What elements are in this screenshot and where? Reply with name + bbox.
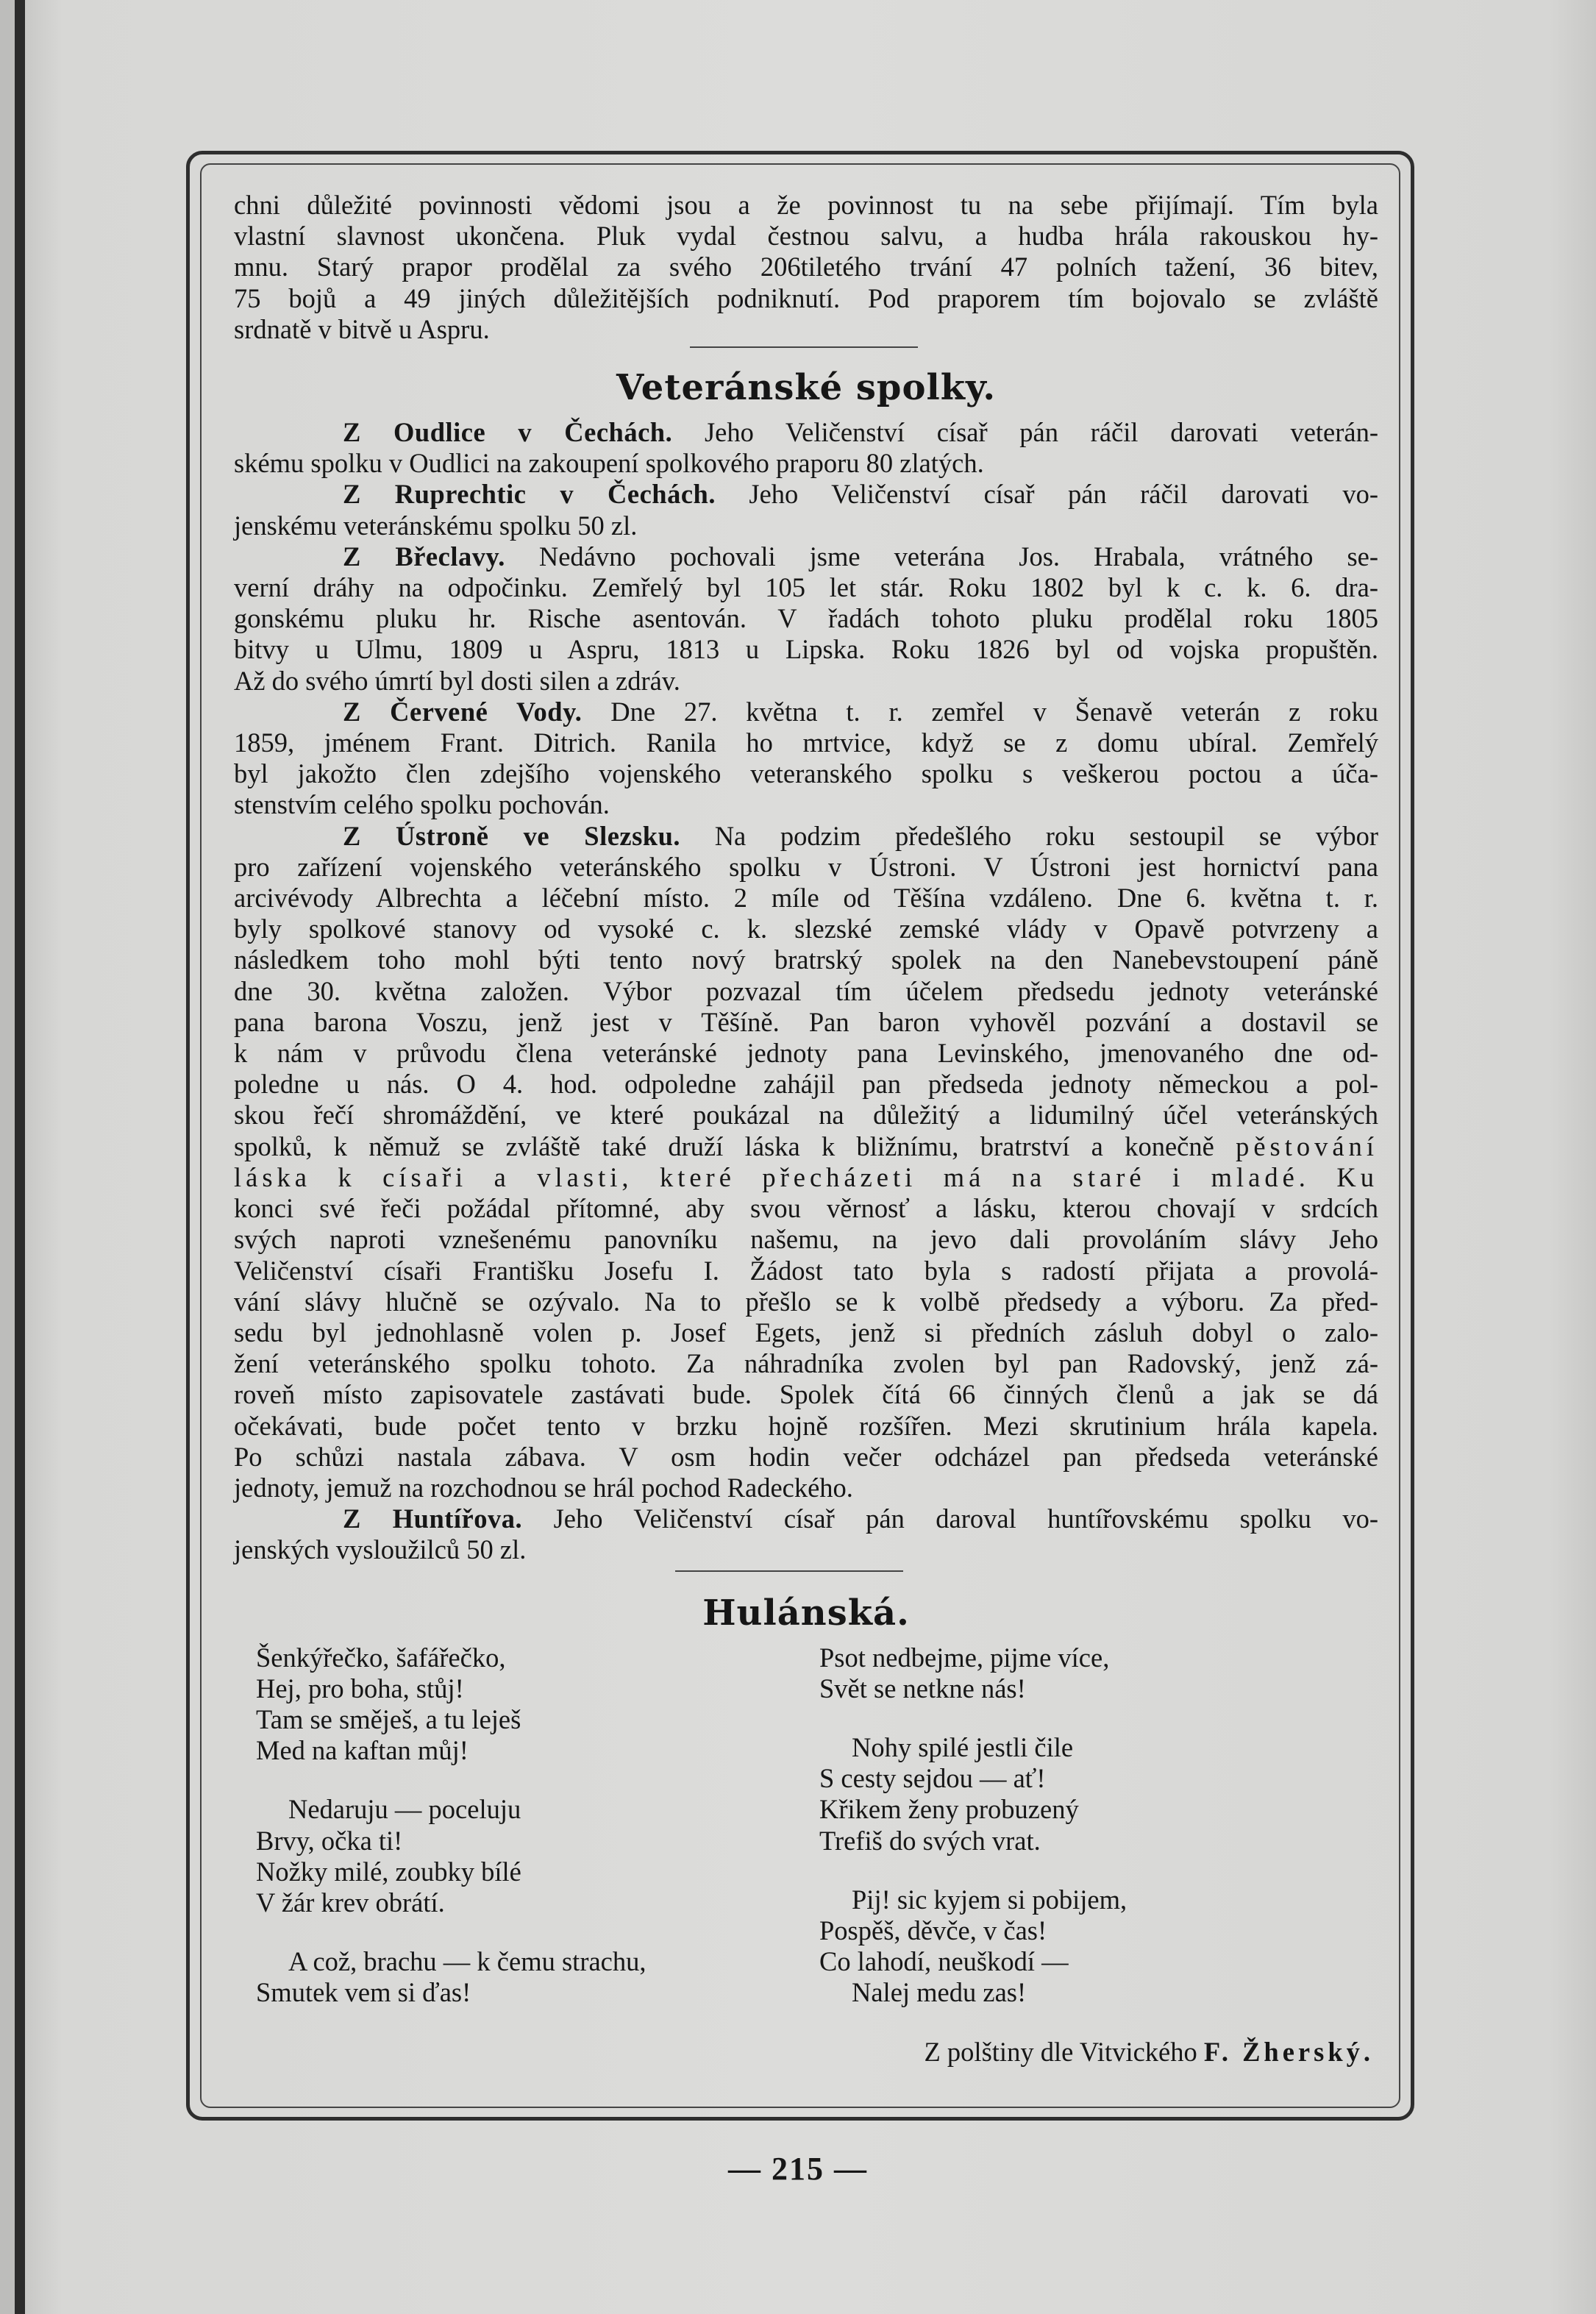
news-item-text: Na podzim předešlého roku sestoupil se výbor (714, 820, 1379, 851)
text-line: 75 bojů a 49 jiných důležitějších podniknutí. Pod praporem tím bojovalo se zvláště (234, 282, 1378, 313)
text-line: stenstvím celého spolku pochován. (234, 789, 610, 820)
author-name: F. Žherský. (1203, 2036, 1374, 2067)
poem-line: Tam se směješ, a tu leješ (256, 1704, 521, 1734)
page-number: — 215 — (728, 2151, 868, 2187)
poem-line: A což, brachu — k čemu strachu, (288, 1946, 646, 1977)
section-divider (675, 1570, 903, 1572)
news-item-heading: Z Břeclavy. (343, 541, 505, 572)
news-item (234, 697, 1378, 821)
news-item (234, 1503, 1378, 1565)
text-line: byl jakožto člen zdejšího vojenského veteranského spolku s veškerou poctou a úča- (234, 758, 1378, 789)
text-line: konci své řeči požádal přítomné, aby svou věrnosť a lásku, kterou chovají v srdcích (234, 1193, 1378, 1224)
text-line: žení veteránského spolku tohoto. Za náhradníka zvolen byl pan Radovský, jenž zá- (234, 1348, 1378, 1379)
spaced-emphasis: pěstování (1236, 1131, 1378, 1161)
text-line: Po schůzi nastala zábava. V osm hodin večer odcházel pan předseda veteránské (234, 1441, 1378, 1472)
poem-left-column (234, 1642, 785, 2037)
text-line: poledne u nás. O 4. hod. odpoledne zahájil pan předseda jednoty německou a pol- (234, 1069, 1378, 1100)
section-title: Veteránské spolky. (616, 367, 997, 409)
news-item-heading: Z Červené Vody. (343, 696, 583, 727)
text-line: dne 30. května založen. Výbor pozvazal tím účelem předsedu jednoty veteránské (234, 975, 1378, 1006)
text-line: pana barona Voszu, jenž jest v Těšíně. Pan baron vyhověl pozvání a dostavil se (234, 1006, 1378, 1037)
poem-line: Svět se netkne nás! (819, 1673, 1026, 1704)
poem-stanza (819, 1732, 1378, 1856)
poem-attribution (234, 2037, 1378, 2068)
poem-line: Smutek vem si ďas! (256, 1977, 471, 2008)
poem (234, 1642, 1378, 2037)
text-line: srdnatě v bitvě u Aspru. (234, 313, 490, 344)
poem-right-column (805, 1642, 1378, 2037)
news-item-heading: Z Ústroně ve Slezsku. (343, 820, 681, 851)
text-line: vání slávy hlučně se ozývalo. Na to přešlo se k volbě předsedy a výboru. Za před- (234, 1286, 1378, 1317)
text-line: chni důležité povinnosti vědomi jsou a že povinnost tu na sebe přijímají. Tím byla (234, 190, 1378, 220)
poem-line: Nožky milé, zoubky bílé (256, 1856, 521, 1887)
poem-line: Křikem ženy probuzený (819, 1794, 1079, 1825)
news-item-heading: Z Huntířova. (343, 1503, 523, 1534)
poem-line: Med na kaftan můj! (256, 1735, 469, 1766)
text-line: Až do svého úmrtí byl dosti silen a zdráv. (234, 665, 680, 696)
news-item-first-line (234, 417, 1378, 448)
news-item-heading: Z Ruprechtic v Čechách. (343, 479, 716, 510)
text-line: arcivévody Albrechta a léčební místo. 2 míle od Těšína vzdáleno. Dne 6. května t. r. (234, 883, 1378, 914)
poem-stanza (819, 1642, 1378, 1704)
text-line: vlastní slavnost ukončena. Pluk vydal čestnou salvu, a hudba hrála rakouskou hy- (234, 221, 1378, 252)
text-line: gonskému pluku hr. Rische asentován. V řadách tohoto pluku prodělal roku 1805 (234, 603, 1378, 634)
news-item-text: Nedávno pochovali jsme veterána Jos. Hrabala, vrátného se- (538, 541, 1379, 572)
poem-line: Co lahodí, neuškodí — (819, 1946, 1069, 1977)
text-line: svých naproti vznešenému panovníku našemu, na jevo dali provoláním slávy Jeho (234, 1224, 1378, 1255)
poem-line: Trefiš do svých vrat. (819, 1825, 1041, 1856)
intro-paragraph (234, 190, 1378, 345)
poem-line: Pij! sic kyjem si pobijem, (852, 1884, 1127, 1915)
poem-line: Psot nedbejme, pijme více, (819, 1642, 1110, 1673)
poem-line: Šenkýřečko, šafářečko, (256, 1642, 506, 1673)
text-line-spaced: láska k císaři a vlasti, které přecházeti má na staré i mladé. Ku (234, 1161, 1378, 1192)
poem-line: V žár krev obrátí. (256, 1887, 445, 1918)
text-line-head: spolků, k němuž se zvláště také druží láska k bližnímu, bratrství a konečně (234, 1131, 1214, 1161)
news-item-text: Jeho Veličenství císař pán ráčil darovati vo- (749, 479, 1379, 510)
text-line: jenských vysloužilců 50 zl. (234, 1534, 527, 1565)
page-content (234, 190, 1378, 2068)
news-item-text: Jeho Veličenství císař pán daroval huntířovskému spolku vo- (553, 1503, 1379, 1534)
text-line (234, 1131, 1378, 1162)
news-item-first-line (234, 1503, 1378, 1534)
news-item-text: Jeho Veličenství císař pán ráčil darovati veterán- (704, 417, 1379, 448)
text-line: bitvy u Ulmu, 1809 u Aspru, 1813 u Lipska. Roku 1826 byl od vojska propuštěn. (234, 634, 1378, 665)
text-line: pro zařízení vojenského veteránského spolku v Ústroni. V Ústroni jest hornictví pana (234, 851, 1378, 882)
news-item-text: Dne 27. května t. r. zemřel v Šenavě veterán z roku (610, 696, 1379, 727)
poem-line: Brvy, očka ti! (256, 1825, 403, 1856)
text-line: verní dráhy na odpočinku. Zemřelý byl 105 let stár. Roku 1802 byl k c. k. 6. dra- (234, 572, 1378, 603)
news-item (234, 417, 1378, 479)
text-line: Veličenství císaři Františku Josefu I. Žádost tato byla s radostí přijata a provolá- (234, 1255, 1378, 1286)
poem-line: Nedaruju — poceluju (288, 1794, 521, 1825)
text-line: mnu. Starý prapor prodělal za svého 206tiletého trvání 47 polních tažení, 36 bitev, (234, 252, 1378, 282)
news-item-first-line (234, 479, 1378, 510)
text-line: následkem toho mohl býti tento nový bratrský spolek na den Nanebevstoupení páně (234, 944, 1378, 975)
news-item-heading: Z Oudlice v Čechách. (343, 417, 673, 448)
poem-line: Nalej medu zas! (852, 1977, 1027, 2008)
news-item-first-line (234, 697, 1378, 727)
poem-stanza (256, 1642, 785, 1767)
poem-stanza (256, 1794, 785, 1918)
binding-edge (15, 0, 25, 2314)
text-line: skou řečí shromáždění, ve které poukázal na důležitý a lidumilný účel veteránských (234, 1100, 1378, 1131)
text-line: byly spolkové stanovy od vysoké c. k. slezské zemské vlády v Opavě potvrzeny a (234, 914, 1378, 944)
text-line: sedu byl jednohlasně volen p. Josef Egets, jenž si předních zásluh dobyl o zalo- (234, 1317, 1378, 1348)
text-line: očekávati, bude počet tento v brzku hojně rozšířen. Mezi skrutinium hrála kapela. (234, 1410, 1378, 1441)
text-line: 1859, jménem Frant. Ditrich. Ranila ho mrtvice, když se z domu ubíral. Zemřelý (234, 727, 1378, 758)
text-line: jednoty, jemuž na rozchodnou se hrál pochod Radeckého. (234, 1472, 853, 1503)
poem-stanza (819, 1884, 1378, 2009)
news-item (234, 821, 1378, 1503)
text-line: jenskému veteránskému spolku 50 zl. (234, 510, 638, 541)
text-line: k nám v průvodu člena veteránské jednoty pana Levinského, jmenovaného dne od- (234, 1038, 1378, 1069)
news-item-first-line (234, 541, 1378, 572)
news-item (234, 541, 1378, 697)
text-line: roveň místo zapisovatele zastávati bude. Spolek čítá 66 činných členů a jak se dá (234, 1379, 1378, 1410)
poem-line: S cesty sejdou — ať! (819, 1763, 1046, 1794)
poem-line: Nohy spilé jestli čile (852, 1731, 1074, 1762)
attribution-text: Z polštiny dle Vitvického (924, 2036, 1197, 2067)
news-item-first-line (234, 821, 1378, 852)
poem-title: Hulánská. (702, 1592, 910, 1634)
poem-line: Pospěš, děvče, v čas! (819, 1915, 1047, 1945)
section-divider (690, 346, 918, 348)
news-item (234, 479, 1378, 541)
poem-line: Hej, pro boha, stůj! (256, 1673, 464, 1704)
poem-stanza (256, 1946, 785, 2008)
text-line: skému spolku v Oudlici na zakoupení spolkového praporu 80 zlatých. (234, 448, 984, 479)
